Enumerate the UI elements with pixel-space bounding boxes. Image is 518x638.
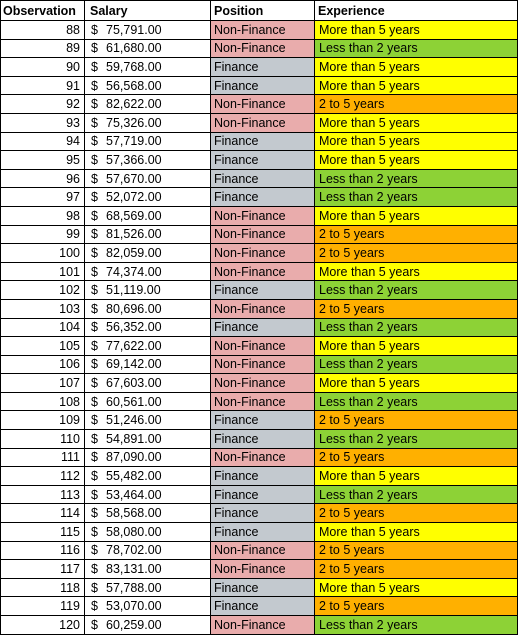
cell-position[interactable]: Finance [211,430,315,449]
currency-symbol: $ [91,264,98,279]
header-experience[interactable]: Experience [315,1,518,21]
table-row [1,262,518,281]
cell-observation[interactable]: 111 [1,448,85,467]
currency-symbol: $ [91,450,98,465]
currency-symbol: $ [91,41,98,56]
cell-observation[interactable]: 92 [1,95,85,114]
salary-value: 51,246.00 [106,413,162,428]
header-row [1,1,518,21]
salary-value: 75,791.00 [106,22,162,37]
cell-salary[interactable] [85,225,211,244]
salary-value: 78,702.00 [106,543,162,558]
currency-symbol: $ [91,152,98,167]
salary-value: 57,719.00 [106,134,162,149]
cell-position[interactable]: Finance [211,58,315,77]
salary-value: 57,670.00 [106,171,162,186]
salary-value: 82,622.00 [106,97,162,112]
currency-symbol: $ [91,208,98,223]
currency-symbol: $ [91,580,98,595]
cell-observation[interactable]: 109 [1,411,85,430]
salary-value: 57,366.00 [106,152,162,167]
cell-experience[interactable]: Less than 2 years [315,616,518,635]
cell-observation[interactable]: 98 [1,206,85,225]
cell-observation[interactable]: 120 [1,616,85,635]
cell-position[interactable]: Non-Finance [211,299,315,318]
currency-symbol: $ [91,227,98,242]
salary-value: 60,561.00 [106,394,162,409]
currency-symbol: $ [91,376,98,391]
cell-salary[interactable] [85,597,211,616]
currency-symbol: $ [91,487,98,502]
salary-value: 53,070.00 [106,599,162,614]
cell-observation[interactable]: 102 [1,281,85,300]
cell-position[interactable]: Finance [211,504,315,523]
cell-salary[interactable] [85,21,211,40]
cell-experience[interactable]: More than 5 years [315,21,518,40]
cell-salary[interactable] [85,244,211,263]
cell-experience[interactable]: 2 to 5 years [315,448,518,467]
salary-value: 81,526.00 [106,227,162,242]
cell-experience[interactable]: More than 5 years [315,132,518,151]
cell-position[interactable]: Non-Finance [211,244,315,263]
currency-symbol: $ [91,394,98,409]
salary-value: 57,788.00 [106,580,162,595]
currency-symbol: $ [91,617,98,632]
table-row [1,76,518,95]
cell-salary[interactable] [85,281,211,300]
table-row [1,318,518,337]
cell-position[interactable]: Finance [211,578,315,597]
salary-value: 54,891.00 [106,431,162,446]
cell-experience[interactable]: More than 5 years [315,151,518,170]
table-row [1,355,518,374]
cell-experience[interactable]: More than 5 years [315,578,518,597]
table-row [1,597,518,616]
cell-experience[interactable]: 2 to 5 years [315,299,518,318]
table-row [1,485,518,504]
table-row [1,244,518,263]
cell-position[interactable]: Non-Finance [211,560,315,579]
cell-salary[interactable] [85,411,211,430]
cell-salary[interactable] [85,58,211,77]
cell-salary[interactable] [85,467,211,486]
cell-salary[interactable] [85,448,211,467]
table-row [1,616,518,635]
cell-position[interactable]: Finance [211,151,315,170]
cell-observation[interactable]: 89 [1,39,85,58]
cell-salary[interactable] [85,169,211,188]
cell-experience[interactable]: 2 to 5 years [315,560,518,579]
salary-value: 83,131.00 [106,562,162,577]
cell-salary[interactable] [85,504,211,523]
table-row [1,392,518,411]
table-row [1,225,518,244]
cell-experience[interactable]: More than 5 years [315,113,518,132]
cell-experience[interactable]: Less than 2 years [315,318,518,337]
salary-value: 53,464.00 [106,487,162,502]
table-row [1,578,518,597]
table-body [1,21,518,635]
cell-position[interactable]: Non-Finance [211,262,315,281]
currency-symbol: $ [91,431,98,446]
salary-value: 51,119.00 [106,283,161,298]
table-row [1,523,518,542]
cell-salary[interactable] [85,318,211,337]
currency-symbol: $ [91,413,98,428]
currency-symbol: $ [91,357,98,372]
cell-experience[interactable]: More than 5 years [315,58,518,77]
cell-position[interactable]: Non-Finance [211,392,315,411]
cell-salary[interactable] [85,151,211,170]
table-row [1,560,518,579]
table-row [1,113,518,132]
cell-salary[interactable] [85,616,211,635]
salary-value: 58,568.00 [106,506,162,521]
cell-salary[interactable] [85,188,211,207]
cell-experience[interactable]: More than 5 years [315,76,518,95]
table-row [1,206,518,225]
header-position[interactable]: Position [211,1,315,21]
cell-position[interactable]: Non-Finance [211,21,315,40]
table-row [1,21,518,40]
cell-observation[interactable]: 90 [1,58,85,77]
cell-position[interactable]: Finance [211,467,315,486]
table-row [1,188,518,207]
cell-experience[interactable]: 2 to 5 years [315,95,518,114]
table-row [1,169,518,188]
cell-observation[interactable]: 110 [1,430,85,449]
cell-position[interactable]: Finance [211,485,315,504]
cell-position[interactable]: Non-Finance [211,113,315,132]
cell-position[interactable]: Finance [211,132,315,151]
salary-value: 82,059.00 [106,245,162,260]
cell-experience[interactable]: 2 to 5 years [315,244,518,263]
cell-position[interactable]: Finance [211,318,315,337]
currency-symbol: $ [91,245,98,260]
cell-observation[interactable]: 108 [1,392,85,411]
cell-salary[interactable] [85,206,211,225]
cell-position[interactable]: Finance [211,188,315,207]
currency-symbol: $ [91,599,98,614]
cell-experience[interactable]: Less than 2 years [315,485,518,504]
currency-symbol: $ [91,543,98,558]
salary-value: 68,569.00 [106,208,162,223]
cell-salary[interactable] [85,430,211,449]
cell-observation[interactable]: 101 [1,262,85,281]
currency-symbol: $ [91,338,98,353]
cell-observation[interactable]: 104 [1,318,85,337]
cell-salary[interactable] [85,578,211,597]
cell-experience[interactable]: Less than 2 years [315,281,518,300]
cell-salary[interactable] [85,560,211,579]
cell-position[interactable]: Non-Finance [211,448,315,467]
table-row [1,467,518,486]
cell-experience[interactable]: 2 to 5 years [315,541,518,560]
cell-observation[interactable]: 97 [1,188,85,207]
cell-salary[interactable] [85,541,211,560]
cell-observation[interactable]: 107 [1,374,85,393]
cell-position[interactable]: Non-Finance [211,337,315,356]
table-header [1,1,518,21]
cell-observation[interactable]: 100 [1,244,85,263]
table-row [1,132,518,151]
cell-observation[interactable]: 114 [1,504,85,523]
table-row [1,448,518,467]
cell-observation[interactable]: 96 [1,169,85,188]
currency-symbol: $ [91,301,98,316]
cell-position[interactable]: Non-Finance [211,95,315,114]
cell-experience[interactable]: More than 5 years [315,523,518,542]
salary-value: 61,680.00 [106,41,162,56]
cell-observation[interactable]: 118 [1,578,85,597]
cell-position[interactable]: Non-Finance [211,541,315,560]
salary-value: 56,352.00 [106,320,162,335]
header-observation[interactable]: Observation [1,1,85,21]
currency-symbol: $ [91,171,98,186]
cell-observation[interactable]: 113 [1,485,85,504]
cell-salary[interactable] [85,39,211,58]
cell-salary[interactable] [85,355,211,374]
currency-symbol: $ [91,506,98,521]
table-row [1,430,518,449]
cell-salary[interactable] [85,485,211,504]
cell-observation[interactable]: 103 [1,299,85,318]
salary-value: 87,090.00 [106,450,162,465]
salary-value: 67,603.00 [106,376,162,391]
cell-position[interactable]: Finance [211,523,315,542]
cell-position[interactable]: Finance [211,76,315,95]
cell-observation[interactable]: 88 [1,21,85,40]
cell-observation[interactable]: 112 [1,467,85,486]
salary-value: 69,142.00 [106,357,162,372]
cell-observation[interactable]: 99 [1,225,85,244]
currency-symbol: $ [91,320,98,335]
currency-symbol: $ [91,562,98,577]
cell-position[interactable]: Non-Finance [211,225,315,244]
cell-position[interactable]: Finance [211,411,315,430]
salary-value: 55,482.00 [106,469,162,484]
cell-salary[interactable] [85,374,211,393]
cell-position[interactable]: Non-Finance [211,616,315,635]
cell-observation[interactable]: 105 [1,337,85,356]
cell-position[interactable]: Non-Finance [211,355,315,374]
cell-observation[interactable]: 115 [1,523,85,542]
table-row [1,411,518,430]
currency-symbol: $ [91,78,98,93]
cell-position[interactable]: Finance [211,597,315,616]
cell-experience[interactable]: 2 to 5 years [315,411,518,430]
cell-experience[interactable]: More than 5 years [315,374,518,393]
cell-observation[interactable]: 94 [1,132,85,151]
table-row [1,299,518,318]
cell-observation[interactable]: 116 [1,541,85,560]
cell-position[interactable]: Non-Finance [211,39,315,58]
cell-observation[interactable]: 91 [1,76,85,95]
cell-experience[interactable]: Less than 2 years [315,188,518,207]
cell-experience[interactable]: 2 to 5 years [315,504,518,523]
currency-symbol: $ [91,115,98,130]
cell-salary[interactable] [85,299,211,318]
cell-experience[interactable]: Less than 2 years [315,355,518,374]
salary-value: 80,696.00 [106,301,162,316]
table-row [1,151,518,170]
cell-position[interactable]: Non-Finance [211,374,315,393]
cell-salary[interactable] [85,132,211,151]
cell-experience[interactable]: Less than 2 years [315,39,518,58]
cell-experience[interactable]: Less than 2 years [315,169,518,188]
table-row [1,39,518,58]
cell-experience[interactable]: More than 5 years [315,206,518,225]
table-row [1,95,518,114]
table-row [1,58,518,77]
cell-experience[interactable]: More than 5 years [315,262,518,281]
currency-symbol: $ [91,22,98,37]
cell-experience[interactable]: More than 5 years [315,467,518,486]
salary-value: 52,072.00 [106,190,162,205]
table-row [1,374,518,393]
currency-symbol: $ [91,469,98,484]
table-row [1,281,518,300]
salary-value: 75,326.00 [106,115,162,130]
header-salary[interactable]: Salary [85,1,211,21]
cell-observation[interactable]: 93 [1,113,85,132]
cell-observation[interactable]: 106 [1,355,85,374]
currency-symbol: $ [91,59,98,74]
cell-salary[interactable] [85,113,211,132]
table-row [1,504,518,523]
cell-experience[interactable]: 2 to 5 years [315,225,518,244]
cell-observation[interactable]: 117 [1,560,85,579]
cell-salary[interactable] [85,262,211,281]
currency-symbol: $ [91,134,98,149]
cell-salary[interactable] [85,392,211,411]
cell-position[interactable]: Finance [211,281,315,300]
currency-symbol: $ [91,190,98,205]
cell-position[interactable]: Non-Finance [211,206,315,225]
cell-experience[interactable]: More than 5 years [315,337,518,356]
cell-experience[interactable]: Less than 2 years [315,392,518,411]
table-row [1,337,518,356]
cell-salary[interactable] [85,337,211,356]
cell-observation[interactable]: 95 [1,151,85,170]
cell-experience[interactable]: Less than 2 years [315,430,518,449]
salary-value: 77,622.00 [106,338,162,353]
table-row [1,541,518,560]
salary-value: 60,259.00 [106,617,162,632]
salary-value: 58,080.00 [106,524,162,539]
cell-salary[interactable] [85,76,211,95]
salary-value: 59,768.00 [106,59,162,74]
cell-position[interactable]: Finance [211,169,315,188]
salary-value: 74,374.00 [106,264,162,279]
cell-salary[interactable] [85,523,211,542]
cell-experience[interactable]: 2 to 5 years [315,597,518,616]
cell-observation[interactable]: 119 [1,597,85,616]
cell-salary[interactable] [85,95,211,114]
currency-symbol: $ [91,283,98,298]
currency-symbol: $ [91,524,98,539]
salary-value: 56,568.00 [106,78,162,93]
currency-symbol: $ [91,97,98,112]
